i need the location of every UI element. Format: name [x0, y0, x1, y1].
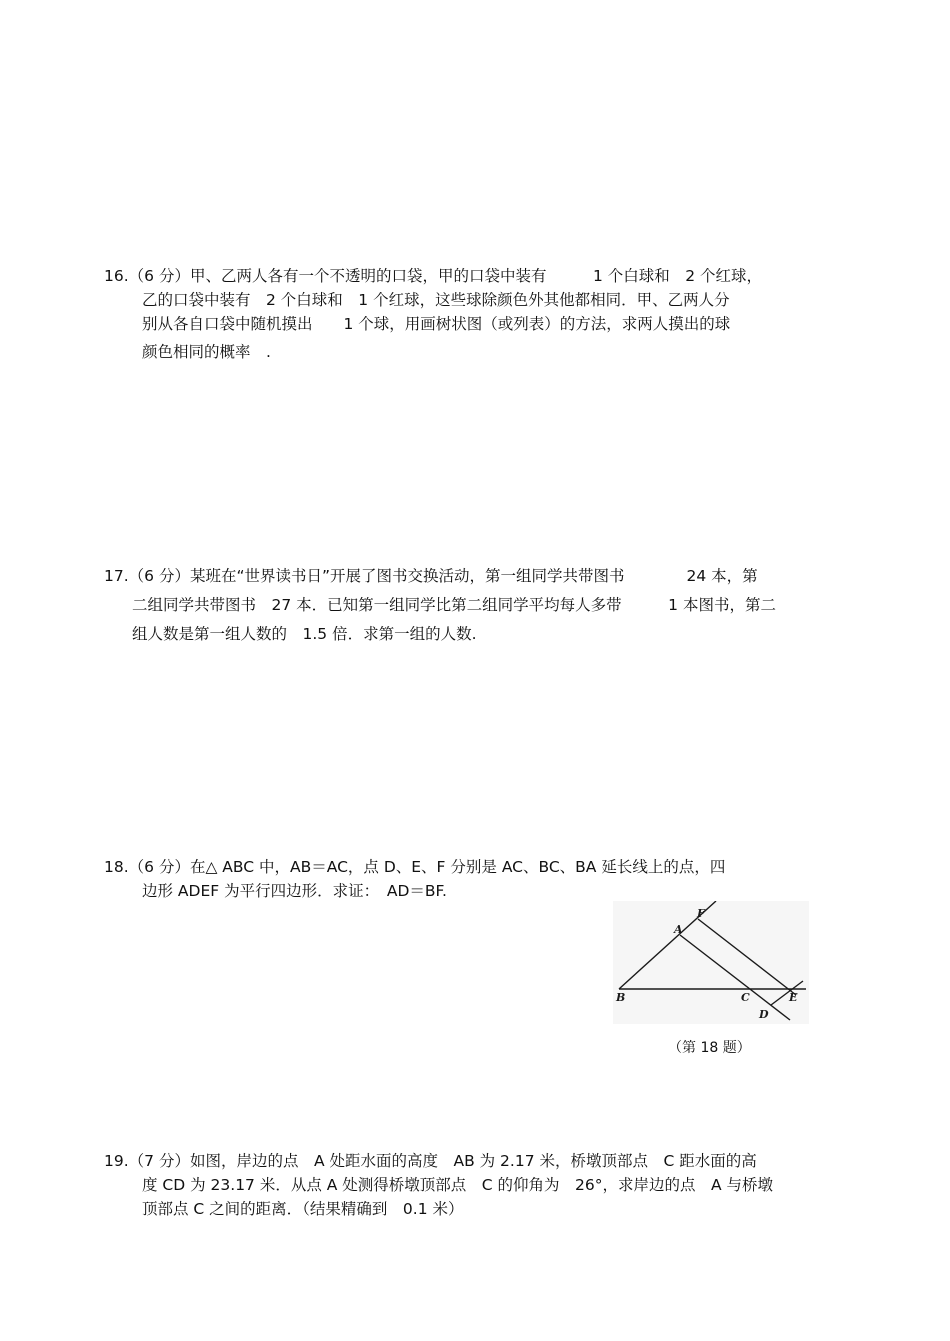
label-d: D	[759, 1008, 769, 1021]
q19-line-3: 顶部点 C 之间的距离．（结果精确到 0.1 米）	[142, 1200, 464, 1218]
q16-line-4: 颜色相同的概率 .	[142, 343, 271, 361]
q16-line-3: 别从各自口袋中随机摸出 1 个球，用画树状图（或列表）的方法，求两人摸出的球	[142, 315, 731, 333]
q16-line-1: 16.（6 分）甲、乙两人各有一个不透明的口袋，甲的口袋中装有 1 个白球和 2 个红球，	[104, 267, 763, 285]
q19-line-2: 度 CD 为 23.17 米．从点 A 处测得桥墩顶部点 C 的仰角为 26°，求岸边的点 A 与桥墩	[142, 1176, 774, 1194]
q18-line-1: 18.（6 分）在△ ABC 中，AB＝AC，点 D、E、F 分别是 AC、BC、BA 延长线上的点，四	[104, 858, 726, 876]
label-c: C	[741, 991, 750, 1004]
label-f: F	[697, 907, 705, 920]
q17-line-3: 组人数是第一组人数的 1.5 倍．求第一组的人数.	[132, 625, 477, 643]
q18-figure-caption: （第 18 题）	[668, 1040, 751, 1056]
q17-line-2: 二组同学共带图书 27 本．已知第一组同学比第二组同学平均每人多带 1 本图书，第二	[132, 596, 776, 614]
q19-line-1: 19.（7 分）如图，岸边的点 A 处距水面的高度 AB 为 2.17 米，桥墩顶部点 C 距水面的高	[104, 1152, 757, 1170]
label-e: E	[789, 991, 798, 1004]
label-b: B	[616, 991, 626, 1004]
q16-line-2: 乙的口袋中装有 2 个白球和 1 个红球，这些球除颜色外其他都相同．甲、乙两人分	[142, 291, 730, 309]
label-a: A	[674, 923, 683, 936]
q18-line-2: 边形 ADEF 为平行四边形．求证： AD＝BF.	[142, 882, 447, 900]
figure-background	[613, 901, 809, 1024]
q17-line-1: 17.（6 分）某班在“世界读书日”开展了图书交换活动，第一组同学共带图书 24 本，第	[104, 567, 758, 585]
q18-figure	[613, 901, 809, 1024]
